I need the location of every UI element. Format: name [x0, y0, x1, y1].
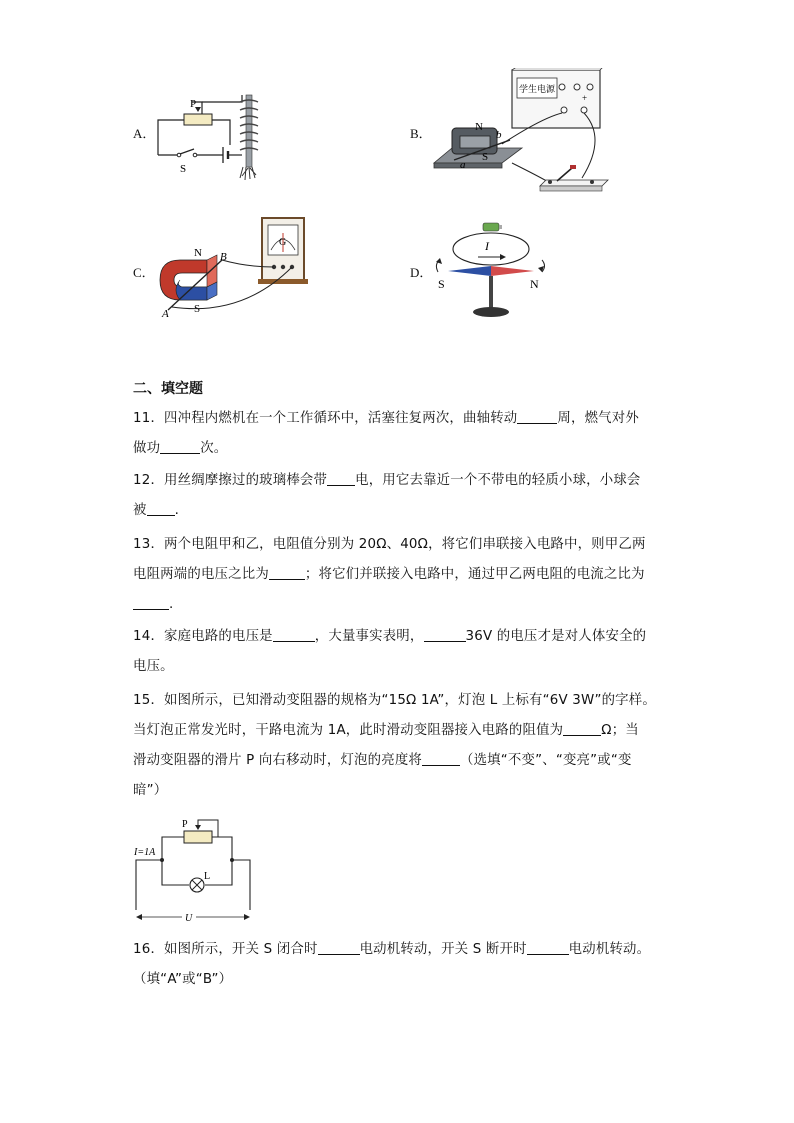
circuit-lamp-label: L [204, 871, 211, 882]
question-text: 电阻两端的电压之比为 [133, 567, 269, 582]
circuit-slider-label: P [182, 819, 188, 830]
figure-b-supply-label: 学生电源 [519, 84, 556, 94]
option-d-label: D． [410, 265, 433, 280]
question-text: 两个电阻甲和乙，电阻值分别为 20Ω、40Ω，将它们串联接入电路中，则甲乙两 [164, 537, 646, 552]
question-16 [133, 935, 673, 995]
section-title: 二、填空题 [133, 381, 203, 397]
question-text: 用丝绸摩擦过的玻璃棒会带 [164, 473, 328, 488]
circuit-voltage-label: U [185, 913, 193, 924]
question-text: Ω；当 [601, 723, 639, 738]
question-text: ；将它们并联接入电路中，通过甲乙两电阻的电流之比为 [304, 567, 645, 582]
question-text: 滑动变阻器的滑片 P 向右移动时，灯泡的亮度将 [133, 753, 422, 768]
question-text: 四冲程内燃机在一个工作循环中，活塞往复两次，曲轴转动 [164, 411, 518, 426]
answer-blank[interactable] [318, 940, 360, 955]
question-text: 36V 的电压才是对人体安全的 [465, 629, 647, 644]
question-number: 11． [133, 411, 165, 426]
answer-blank[interactable] [422, 751, 460, 766]
question-12 [133, 466, 673, 526]
figure-b-end-b: b [496, 129, 502, 141]
option-c-label: C． [133, 265, 155, 280]
question-text: ，大量事实表明， [314, 629, 424, 644]
answer-blank[interactable] [424, 627, 466, 642]
figure-d-south-label: S [438, 277, 445, 291]
answer-blank[interactable] [147, 501, 175, 516]
figure-a-switch-label: S [180, 163, 187, 175]
figure-c-induction-setup [152, 215, 317, 320]
question-text: 家庭电路的电压是 [164, 629, 273, 644]
question-number: 13． [133, 537, 165, 552]
question-15 [133, 686, 673, 806]
question-text: 做功 [133, 441, 161, 456]
figure-c-south-label: S [194, 303, 201, 315]
question-text: 被 [133, 503, 147, 518]
figure-b-north-label: N [475, 121, 483, 133]
figure-d-current-label: I [485, 239, 489, 253]
question-15-circuit-diagram [132, 815, 257, 925]
figure-b-south-label: S [482, 151, 489, 163]
figure-c-end-a: A [162, 308, 169, 320]
question-text: 当灯泡正常发光时，干路电流为 1A，此时滑动变阻器接入电路的阻值为 [133, 723, 564, 738]
figure-b-generator-setup [432, 68, 612, 203]
answer-blank[interactable] [327, 471, 355, 486]
figure-d-north-label: N [530, 277, 539, 291]
question-text: 如图所示，开关 S 闭合时 [164, 942, 318, 957]
question-number: 16． [133, 942, 165, 957]
figure-c-meter-label: G [279, 237, 287, 248]
option-a-label: A． [133, 126, 156, 141]
svg-text:+: + [582, 93, 588, 103]
question-text: （选填“不变”、“变亮”或“变 [460, 753, 632, 768]
figure-b-end-a: a [460, 159, 466, 171]
question-text: 电动机转动，开关 S 断开时 [359, 942, 527, 957]
question-text: 电，用它去靠近一个不带电的轻质小球，小球会 [355, 473, 641, 488]
question-14 [133, 622, 673, 682]
figure-c-north-label: N [194, 247, 202, 259]
answer-blank[interactable] [269, 565, 305, 580]
answer-blank[interactable] [133, 595, 169, 610]
option-b-label: B． [410, 126, 432, 141]
answer-blank[interactable] [527, 940, 569, 955]
question-13 [133, 530, 673, 620]
figure-a-electromagnet-circuit [150, 90, 280, 185]
answer-blank[interactable] [273, 627, 315, 642]
question-text: . [174, 503, 180, 518]
question-text: 电动机转动。 [568, 942, 651, 957]
question-text: . [169, 597, 174, 612]
question-text: 电压。 [133, 659, 174, 674]
question-text: 周，燃气对外 [557, 411, 639, 426]
question-number: 15． [133, 693, 165, 708]
question-11 [133, 404, 673, 464]
question-text: （填“A”或“B”） [133, 972, 233, 987]
question-number: 14． [133, 629, 165, 644]
answer-blank[interactable] [517, 409, 557, 424]
figure-d-oersted-setup [430, 220, 555, 322]
question-text: 暗”） [133, 783, 168, 798]
question-number: 12． [133, 473, 165, 488]
question-text: 次。 [200, 441, 228, 456]
figure-c-end-b: B [220, 251, 227, 263]
answer-blank[interactable] [563, 721, 601, 736]
answer-blank[interactable] [160, 439, 200, 454]
question-text: 如图所示，已知滑动变阻器的规格为“15Ω 1A”，灯泡 L 上标有“6V 3W”的字样。 [164, 693, 656, 708]
circuit-current-label: I=1A [134, 847, 156, 858]
figure-a-slider-label: P [190, 98, 197, 110]
